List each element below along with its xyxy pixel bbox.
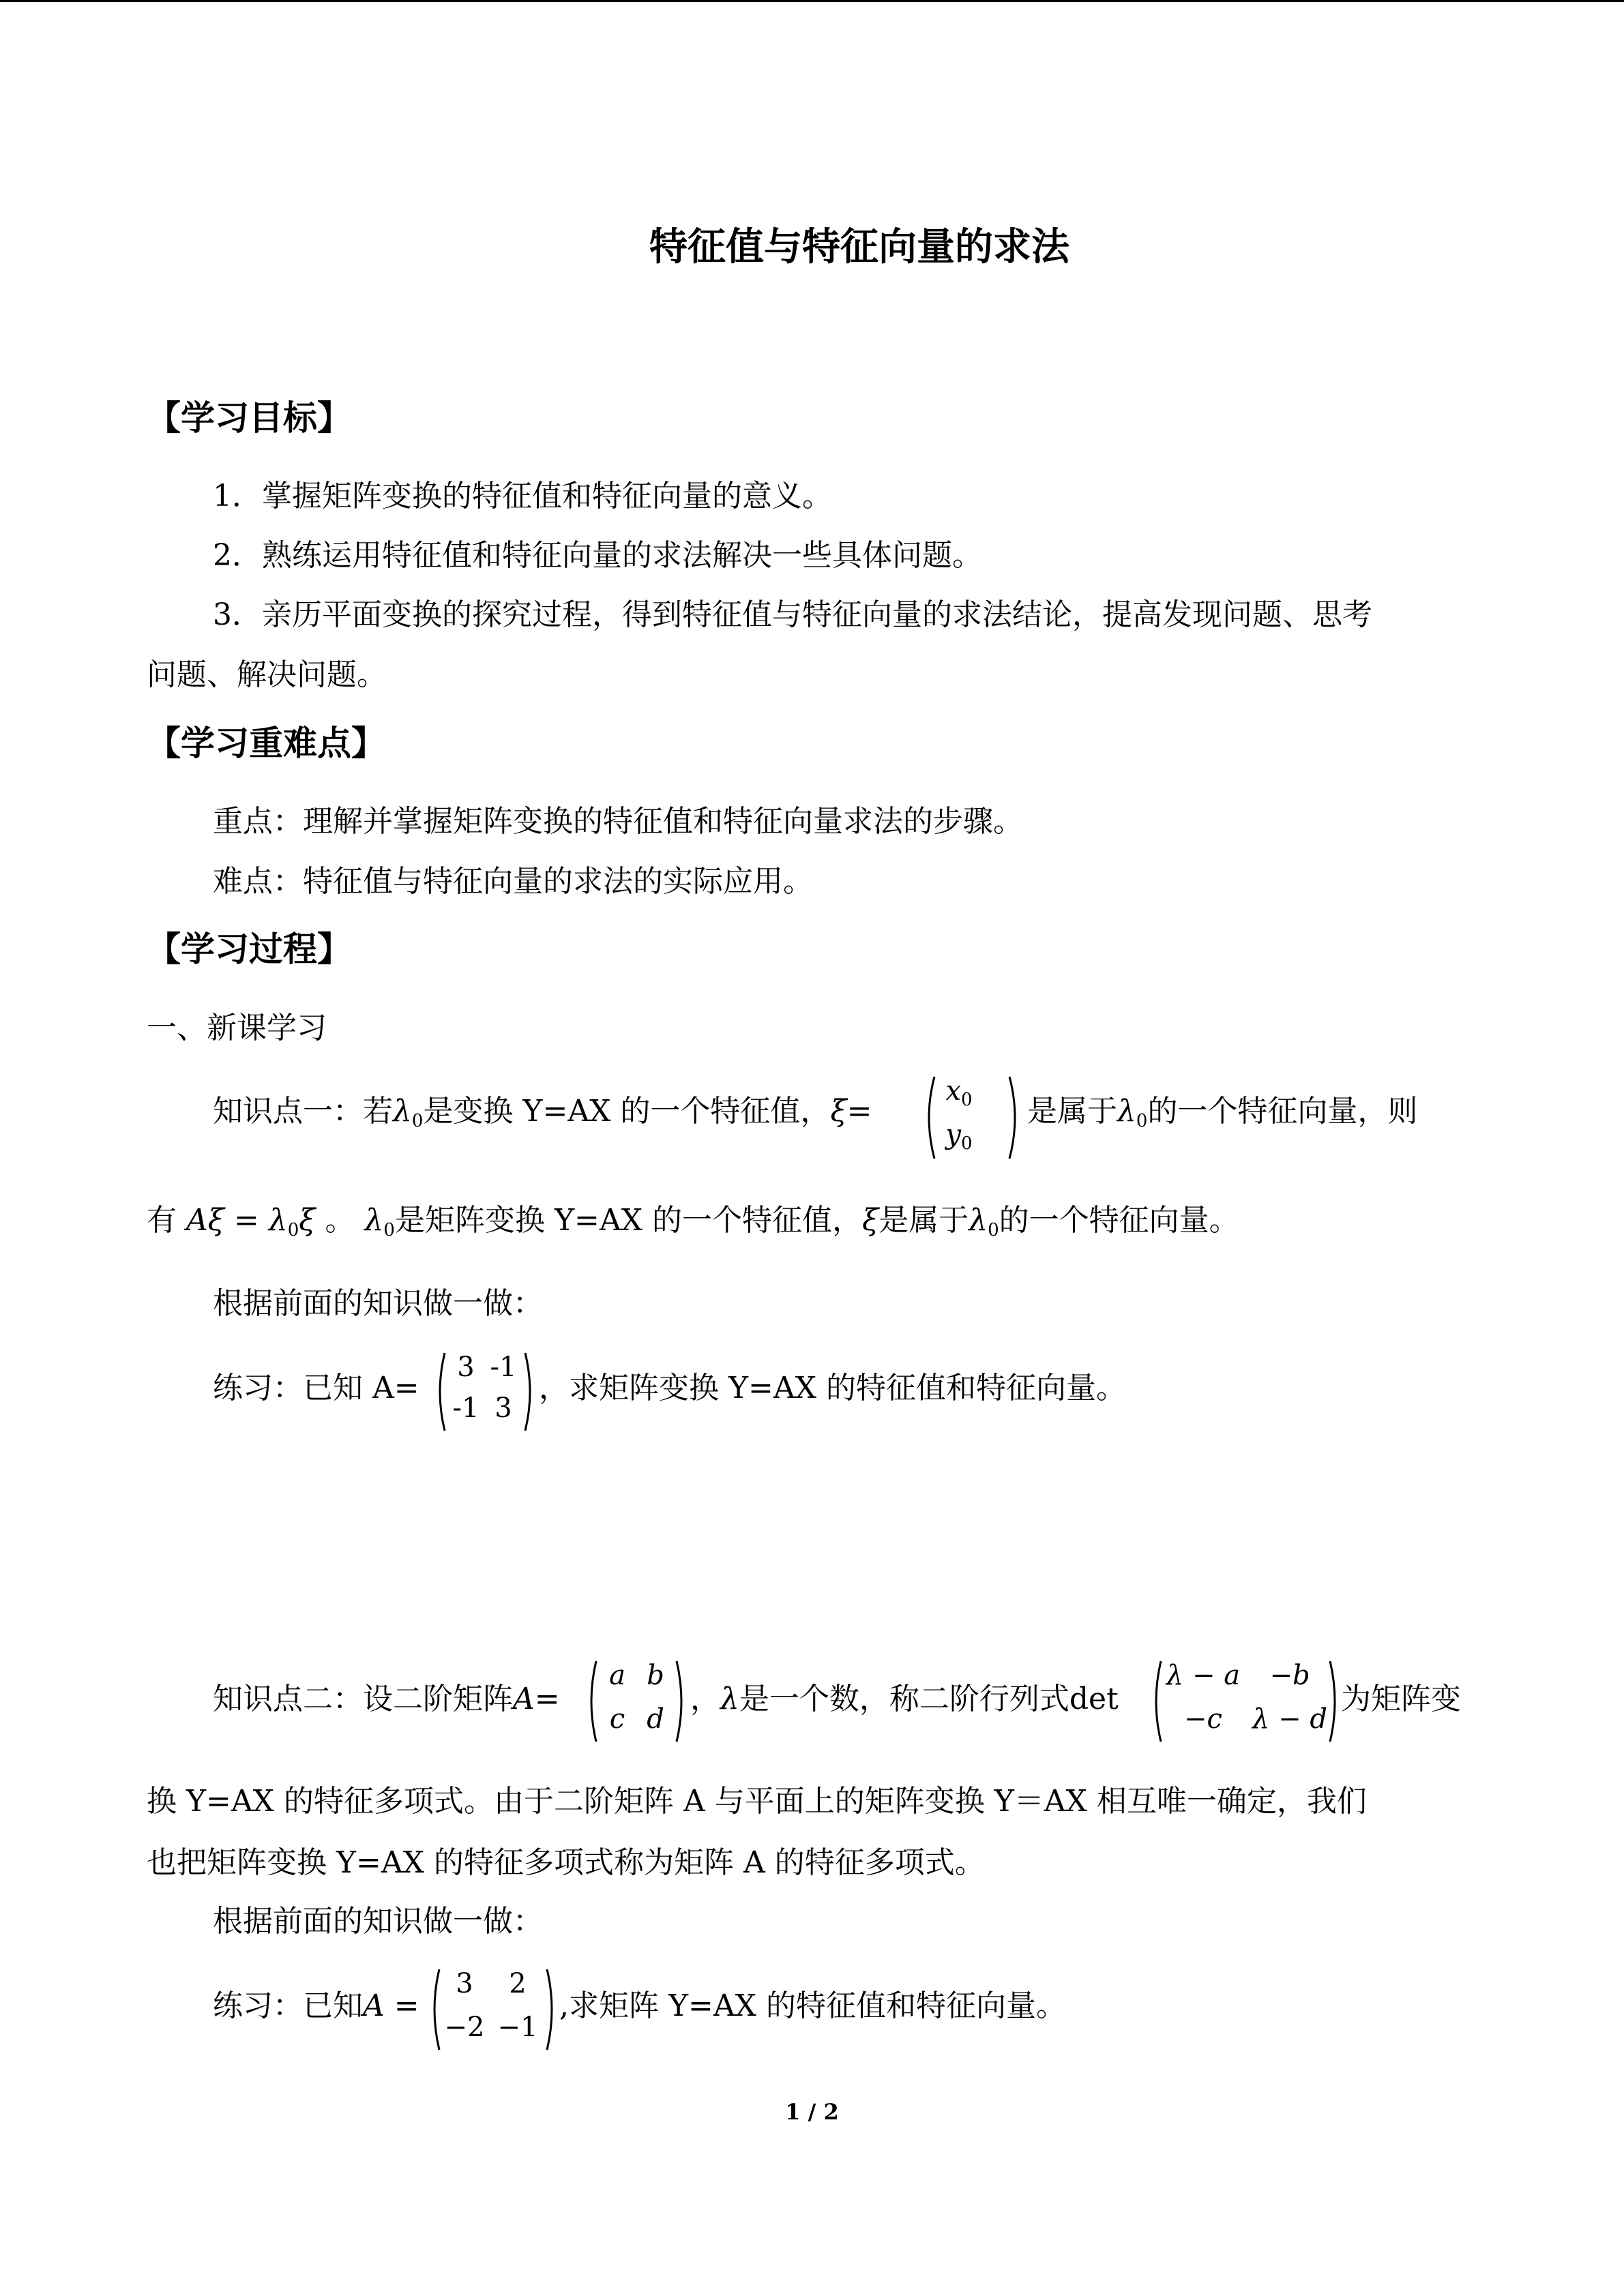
lambda-symbol: λ [393, 1094, 412, 1129]
matrix-cell-b: b [647, 1660, 664, 1691]
k1-line2-a: 有 [147, 1203, 177, 1238]
knowledge-2-line-1-end: 为矩阵变 [1341, 1682, 1461, 1716]
k1-line2-c: 是矩阵变换 Y=AX 的一个特征值， [394, 1203, 862, 1238]
matrix-cell-21: -1 [452, 1392, 479, 1424]
knowledge-2-line-1 [213, 1679, 560, 1720]
knowledge-1-line-1 [213, 1091, 872, 1142]
subscript-0: 0 [988, 1220, 999, 1240]
top-border [0, 0, 1624, 2]
goals-heading: 【学习目标】 [147, 398, 351, 438]
xi-symbol: ξ [861, 1203, 879, 1238]
matrix-symbol-a: A [513, 1682, 535, 1716]
ex2-equals: = [384, 1988, 419, 2023]
k1-text-b: 是变换 Y=AX 的一个特征值， [423, 1094, 831, 1129]
vector-x0: $x_0$ [945, 1075, 973, 1110]
matrix-cell-21: −2 [444, 2012, 485, 2043]
lambda-symbol: λ [1117, 1094, 1136, 1129]
matrix-cell-22: −1 [497, 2012, 538, 2043]
matrix-symbol-a: A [363, 1988, 385, 2023]
matrix-cell-22: 3 [494, 1392, 512, 1424]
eigenvector-column-vector [922, 1074, 1024, 1161]
matrix-cell-12: -1 [490, 1352, 517, 1383]
matrix-a-general [585, 1658, 688, 1744]
goal-3-line-1: 3．亲历平面变换的探究过程，得到特征值与特征向量的求法结论，提高发现问题、思考 [213, 597, 1372, 632]
det-cell-12: −b [1269, 1660, 1310, 1691]
knowledge-2-line-2: 换 Y=AX 的特征多项式。由于二阶矩阵 A 与平面上的矩阵变换 Y＝AX 相互唯一确定，我们 [147, 1784, 1367, 1819]
k2-text-c: 是一个数，称二阶行列式 [739, 1682, 1069, 1716]
k1-equals: = [846, 1094, 872, 1129]
matrix-cell-c: c [609, 1703, 625, 1735]
lambda-symbol: λ [720, 1682, 739, 1716]
matrix-cell-12: 2 [509, 1968, 527, 1999]
matrix-a-exercise-2 [428, 1967, 558, 2053]
page-number: 1 / 2 [785, 2099, 839, 2125]
focus-difficult-point: 难点：特征值与特征向量的求法的实际应用。 [213, 864, 813, 899]
k1-text-a: 知识点一：若 [213, 1094, 393, 1129]
k1-line2-d: 是属于 [879, 1203, 969, 1238]
do-it-prompt-1: 根据前面的知识做一做： [213, 1286, 543, 1321]
matrix-cell-d: d [647, 1703, 664, 1735]
do-it-prompt-2: 根据前面的知识做一做： [213, 1904, 543, 1939]
ex2-text-a: 练习：已知 [213, 1988, 363, 2023]
exercise-2-question: ,求矩阵 Y=AX 的特征值和特征向量。 [559, 1988, 1066, 2023]
focus-heading: 【学习重难点】 [147, 724, 385, 763]
det-symbol: det [1069, 1682, 1119, 1716]
k2-comma: ， [690, 1682, 720, 1716]
exercise-1-question: ，求矩阵变换 Y=AX 的特征值和特征向量。 [539, 1371, 1126, 1405]
det-cell-11: λ − a [1166, 1660, 1241, 1691]
matrix-cell-a: a [609, 1660, 625, 1691]
goal-2: 2．熟练运用特征值和特征向量的求法解决一些具体问题。 [213, 538, 982, 573]
det-cell-21: −c [1184, 1703, 1222, 1735]
matrix-a-exercise-1 [434, 1350, 536, 1433]
matrix-cell-11: 3 [456, 1968, 473, 1999]
det-cell-22: λ − d [1252, 1703, 1327, 1735]
subscript-0: 0 [1136, 1111, 1148, 1131]
process-heading: 【学习过程】 [147, 929, 351, 969]
lambda-symbol: λ [969, 1203, 988, 1238]
knowledge-2-line-3: 也把矩阵变换 Y=AX 的特征多项式称为矩阵 A 的特征多项式。 [147, 1845, 985, 1880]
eigen-equation: $A\xi = \lambda_0\xi$ [186, 1203, 316, 1240]
xi-symbol: ξ [830, 1094, 847, 1129]
k2-text-a: 知识点二：设二阶矩阵 [213, 1682, 513, 1716]
k1-text-e: 的一个特征向量，则 [1147, 1094, 1418, 1129]
k1-line2-e: 的一个特征向量。 [999, 1203, 1239, 1238]
vector-y0: $y_0$ [945, 1119, 973, 1154]
part-1-heading: 一、新课学习 [147, 1011, 327, 1045]
k2-equals: = [534, 1682, 560, 1716]
page-title: 特征值与特征向量的求法 [649, 225, 1069, 269]
focus-key-point: 重点：理解并掌握矩阵变换的特征值和特征向量求法的步骤。 [213, 804, 1023, 839]
knowledge-2-line-1-mid [690, 1679, 1119, 1720]
subscript-0: 0 [383, 1220, 395, 1240]
goal-3-line-2: 问题、解决问题。 [147, 657, 387, 692]
exercise-2-label [213, 1986, 419, 2027]
matrix-cell-11: 3 [457, 1352, 475, 1383]
goal-1: 1．掌握矩阵变换的特征值和特征向量的意义。 [213, 479, 832, 513]
k1-line2-b: 。 [325, 1203, 355, 1238]
exercise-1-label: 练习：已知 A= [213, 1371, 419, 1405]
subscript-0: 0 [411, 1111, 424, 1131]
lambda-symbol: λ [364, 1203, 384, 1238]
knowledge-1-line-2 [147, 1200, 1239, 1251]
k1-text-d: 是属于 [1027, 1094, 1117, 1129]
knowledge-1-line-1-end [1027, 1091, 1417, 1142]
characteristic-determinant [1150, 1658, 1341, 1744]
